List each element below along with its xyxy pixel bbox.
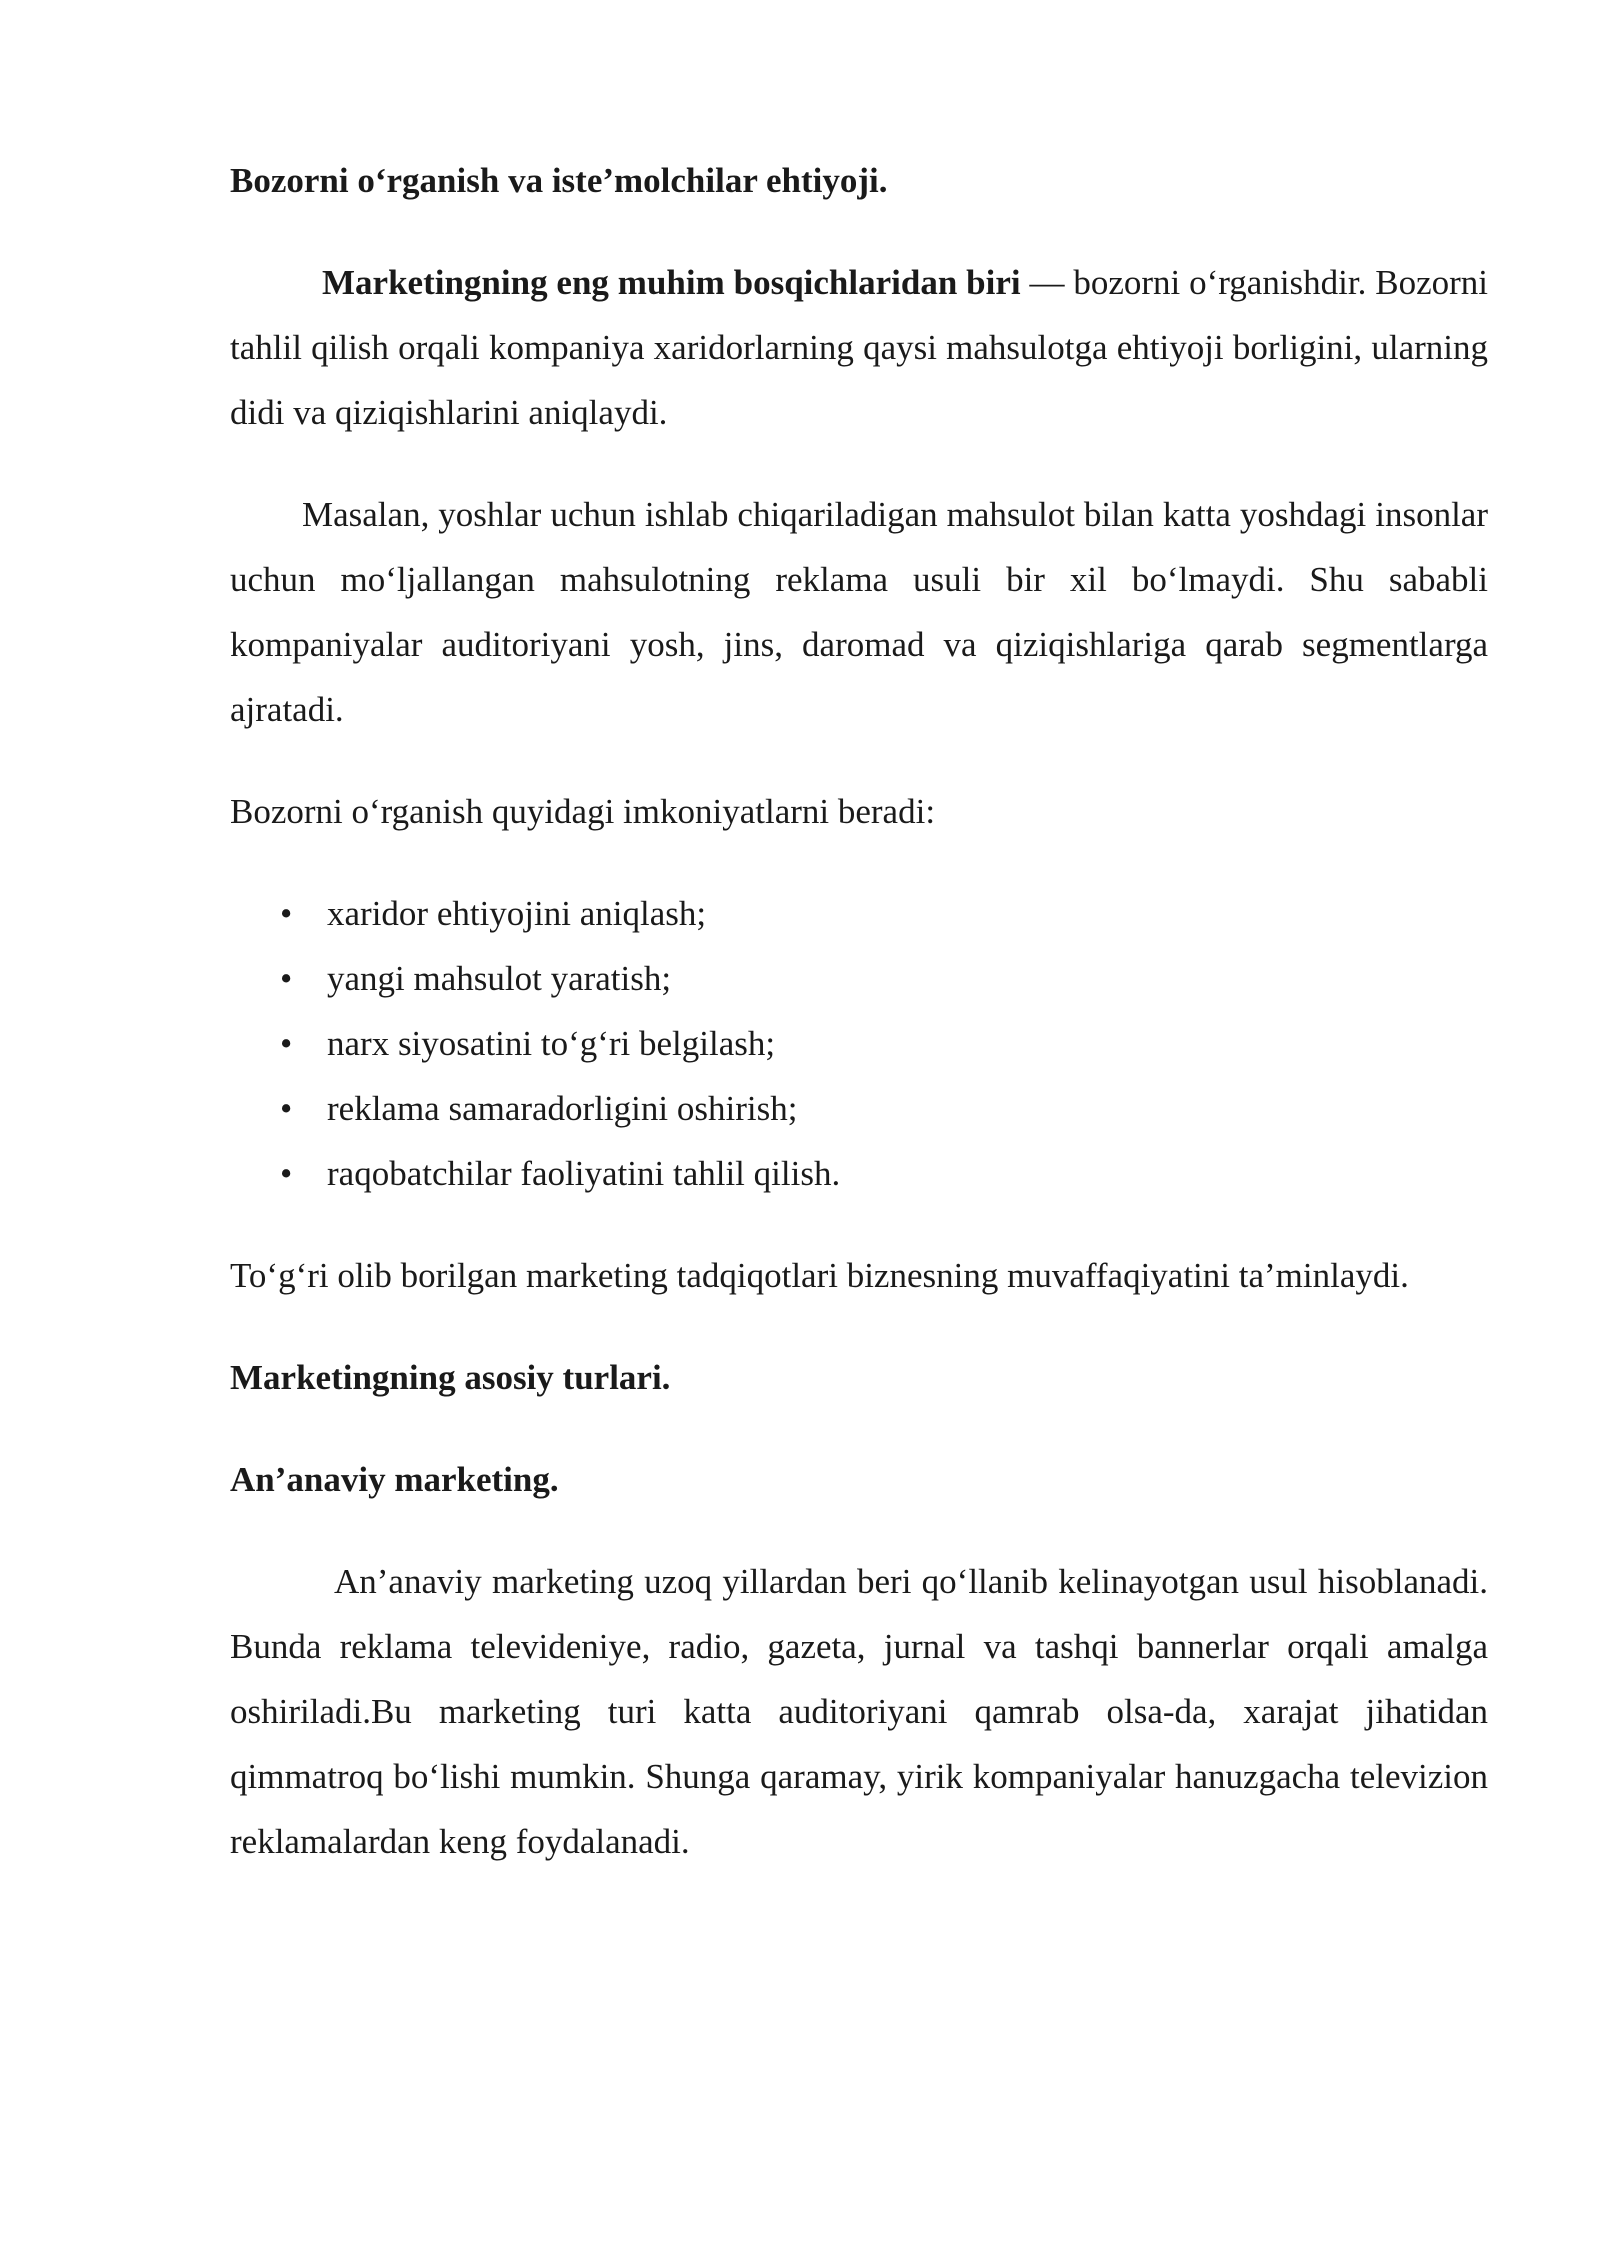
bullet-icon: •: [280, 894, 293, 933]
traditional-marketing-paragraph: An’anaviy marketing uzoq yillardan beri qo‘llanib kelinayotgan usul hisoblanadi. Bunda reklama televideniye, radio, gazeta, jurnal va tashqi bannerlar orqali amalga oshiriladi.Bu marketing turi katta auditoriyani qamrab olsa-da, xarajat jihatidan qimmatroq bo‘lishi mumkin. Shunga qaramay, yirik kompaniyalar hanuzgacha televizion reklamalardan keng foydalanadi.: [230, 1562, 1488, 1861]
intro-paragraph: [230, 250, 1488, 445]
bullet-list: [230, 881, 1488, 1206]
section-heading: Marketingning asosiy turlari.: [230, 1358, 671, 1397]
subsection-heading: An’anaviy marketing.: [230, 1460, 559, 1499]
list-item-text: raqobatchilar faoliyatini tahlil qilish.: [327, 1154, 841, 1193]
bullet-icon: •: [280, 1089, 293, 1128]
intro-bold-lead: Marketingning eng muhim bosqichlaridan biri: [322, 263, 1021, 302]
list-item-text: xaridor ehtiyojini aniqlash;: [327, 894, 707, 933]
list-item-text: narx siyosatini to‘g‘ri belgilash;: [327, 1024, 776, 1063]
bullet-icon: •: [280, 1154, 293, 1193]
example-paragraph: Masalan, yoshlar uchun ishlab chiqariladigan mahsulot bilan katta yoshdagi insonlar uchun mo‘ljallangan mahsulotning reklama usuli bir xil bo‘lmaydi. Shu sababli kompaniyalar auditoriyani yosh, jins, daromad va qiziqishlariga qarab segmentlarga ajratadi.: [230, 495, 1488, 729]
list-item: [230, 881, 1488, 946]
list-item: [230, 946, 1488, 1011]
list-item-text: reklama samaradorligini oshirish;: [327, 1089, 798, 1128]
list-item: [230, 1011, 1488, 1076]
list-intro: Bozorni o‘rganish quyidagi imkoniyatlarni beradi:: [230, 792, 936, 831]
document-page: [230, 148, 1488, 1874]
list-item-text: yangi mahsulot yaratish;: [327, 959, 672, 998]
bullet-icon: •: [280, 959, 293, 998]
document-title: Bozorni o‘rganish va iste’molchilar ehtiyoji.: [230, 161, 888, 200]
bullet-icon: •: [280, 1024, 293, 1063]
list-item: [230, 1141, 1488, 1206]
list-item: [230, 1076, 1488, 1141]
conclusion-paragraph: To‘g‘ri olib borilgan marketing tadqiqotlari biznesning muvaffaqiyatini ta’minlaydi.: [230, 1256, 1409, 1295]
intro-text: — bozorni o‘rganishdir. Bozorni tahlil qilish orqali kompaniya xaridorlarning qaysi mahsulotga ehtiyoji borligini, ularning didi va qiziqishlarini aniqlaydi.: [230, 263, 1488, 432]
